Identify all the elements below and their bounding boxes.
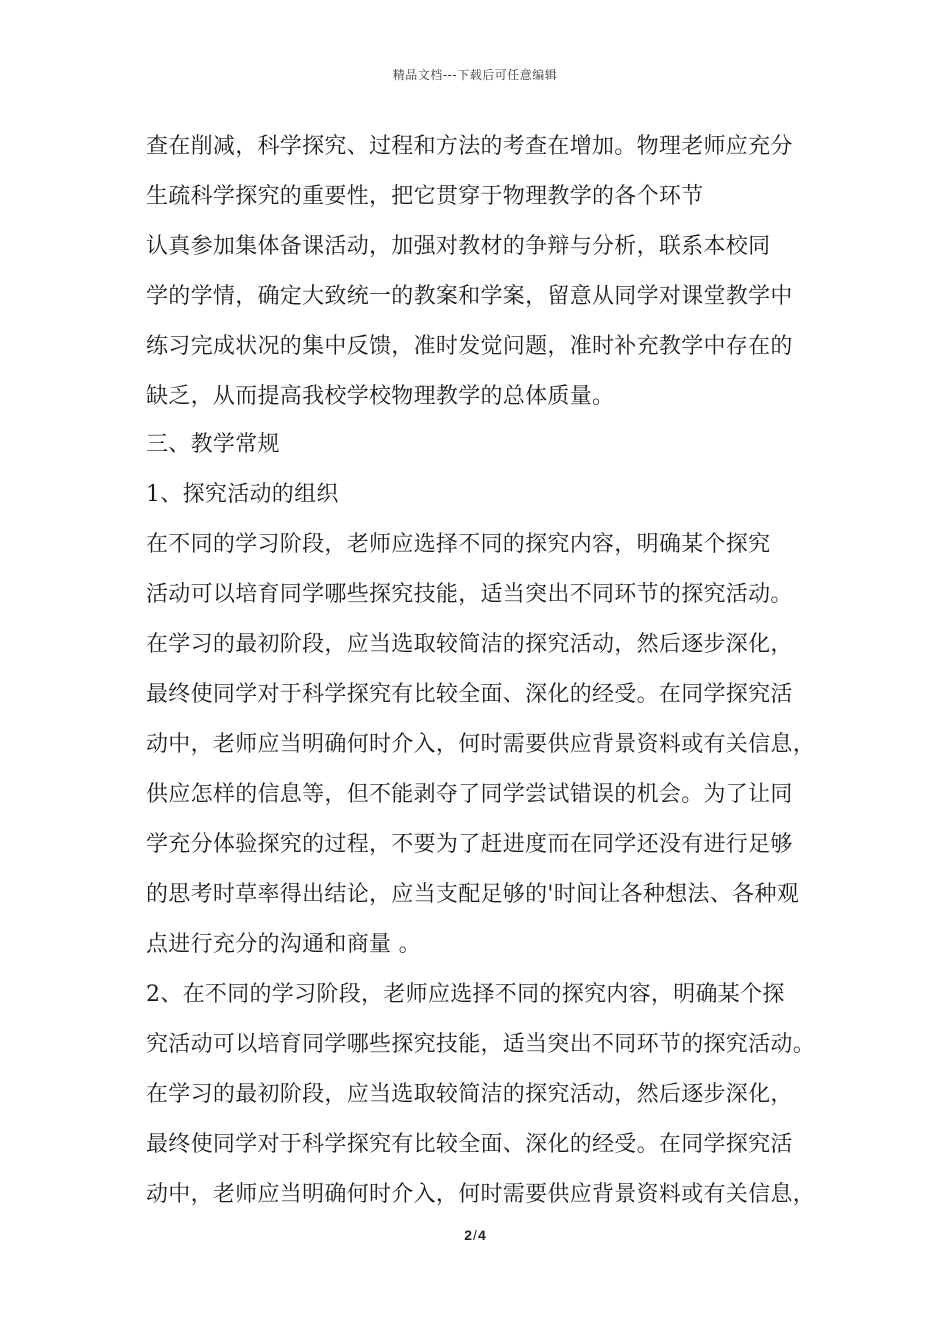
- text-line: 学的学情，确定大致统一的教案和学案，留意从同学对课堂教学中: [146, 284, 793, 309]
- text-line: 查在削减，科学探究、过程和方法的考查在增加。物理老师应充分: [146, 134, 793, 159]
- total-page-count: 4: [477, 1227, 486, 1243]
- text-line: 动中，老师应当明确何时介入，何时需要供应背景资料或有关信息，: [146, 1182, 816, 1207]
- text-line: 动中，老师应当明确何时介入，何时需要供应背景资料或有关信息，: [146, 732, 816, 757]
- page-separator: /: [473, 1227, 477, 1243]
- text-line: 在不同的学习阶段，老师应选择不同的探究内容，明确某个探究: [146, 532, 771, 557]
- text-line: 在学习的最初阶段，应当选取较简洁的探究活动，然后逐步深化，: [146, 1082, 793, 1107]
- text-line: 最终使同学对于科学探究有比较全面、深化的经受。在同学探究活: [146, 682, 793, 707]
- text-line: 认真参加集体备课活动，加强对教材的争辩与分析，联系本校同: [146, 234, 771, 259]
- text-line: 学充分体验探究的过程，不要为了赶进度而在同学还没有进行足够: [146, 832, 793, 857]
- text-line: 最终使同学对于科学探究有比较全面、深化的经受。在同学探究活: [146, 1132, 793, 1157]
- text-line: 在学习的最初阶段，应当选取较简洁的探究活动，然后逐步深化，: [146, 632, 793, 657]
- text-line: 究活动可以培育同学哪些探究技能，适当突出不同环节的探究活动。: [146, 1032, 816, 1057]
- text-line: 缺乏，从而提高我校学校物理教学的总体质量。: [146, 384, 615, 409]
- text-line: 的思考时草率得出结论，应当支配足够的'时间让各种想法、各种观: [146, 882, 800, 907]
- text-line: 练习完成状况的集中反馈，准时发觉问题，准时补充教学中存在的: [146, 334, 793, 359]
- page-number: [0, 1227, 950, 1243]
- page-header: 精品文档---下载后可任意编辑: [392, 68, 558, 82]
- text-line: 活动可以培育同学哪些探究技能，适当突出不同环节的探究活动。: [146, 582, 793, 607]
- text-line: 2、在不同的学习阶段，老师应选择不同的探究内容，明确某个探: [146, 982, 785, 1007]
- subsection-heading: 1、探究活动的组织: [146, 482, 339, 507]
- text-line: 供应怎样的信息等，但不能剥夺了同学尝试错误的机会。为了让同: [146, 782, 793, 807]
- text-line: 点进行充分的沟通和商量 。: [146, 932, 421, 957]
- text-line: 生疏科学探究的重要性，把它贯穿于物理教学的各个环节: [146, 184, 704, 209]
- current-page-number: 2: [464, 1227, 473, 1243]
- section-heading: 三、教学常规: [146, 432, 280, 457]
